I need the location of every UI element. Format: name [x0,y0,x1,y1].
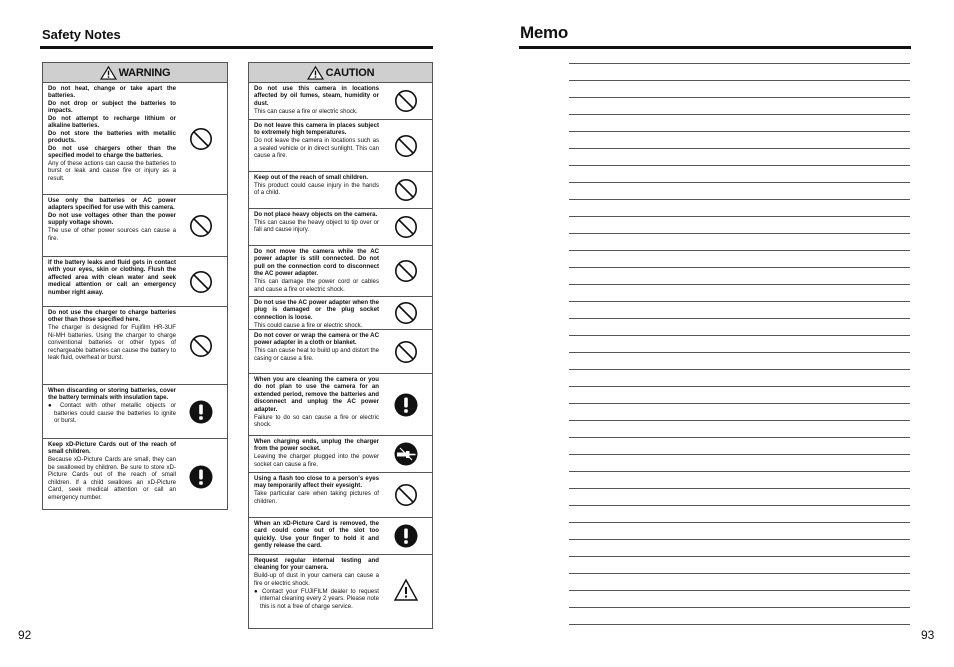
memo-line [569,63,910,64]
item-heading: Do not use this camera in locations affected by oil fumes, steam, humidity or dust. [254,85,379,107]
caution-item-text [254,85,379,115]
memo-line [569,165,910,166]
item-description: Leaving the charger plugged into the power socket can cause a fire. [254,453,379,468]
item-description: This can cause the heavy object to tip over or fall and cause injury. [254,218,379,234]
caution-item [249,297,432,330]
item-heading: Use only the batteries or AC power adapters specified for use with this camera. [48,197,176,212]
caution-item [249,209,432,246]
caution-header-label: CAUTION [325,66,375,79]
item-description: This can damage the power cord or cables and cause a fire or electric shock. [254,278,379,293]
memo-line [569,607,910,608]
warning-header [43,63,227,83]
prohibition-icon [394,483,418,507]
memo-line [569,386,910,387]
warning-header-label: WARNING [118,66,171,79]
item-description: Failure to do so can cause a fire or electric shock. [254,413,379,429]
caution-item-text [254,211,379,234]
prohibition-icon [189,127,213,151]
prohibition-icon [189,270,213,294]
item-heading: Do not use chargers other than the specified model to charge the batteries. [48,144,176,160]
item-heading: When discarding or storing batteries, cover the battery terminals with insulation tape. [48,387,176,402]
item-heading: Do not store the batteries with metallic products. [48,129,176,145]
caution-item [249,555,432,624]
memo-line [569,131,910,132]
prohibition-icon [189,214,213,238]
caution-item [249,246,432,297]
warning-item-text [48,259,176,296]
prohibition-icon [394,301,418,325]
memo-line [569,369,910,370]
prohibition-icon [394,134,418,158]
mandatory-icon [394,524,418,548]
item-heading: Do not heat, change or take apart the batteries. [48,85,176,100]
item-heading: When an xD-Picture Card is removed, the card could come out of the slot too quickly. Use your finger to hold it and gently release the card. [254,520,379,550]
item-heading: Do not attempt to recharge lithium or alkaline batteries. [48,114,176,130]
item-description: ● Contact with other metallic objects or batteries could cause the batteries to ignite or burst. [48,402,176,425]
warning-item [43,439,227,515]
caution-header [249,63,432,83]
memo-line [569,97,910,98]
caution-item-text [254,438,379,468]
prohibition-icon [189,334,213,358]
caution-item-text [254,376,379,429]
memo-line [569,454,910,455]
item-description: This can cause a fire or electric shock. [254,107,358,115]
caution-item [249,83,432,120]
warning-item-text [48,387,176,425]
caution-item-text [254,557,379,610]
mandatory-icon [394,393,418,417]
item-description: Take particular care when taking pictures of children. [254,490,379,505]
memo-line [569,301,910,302]
item-description: Any of these actions can cause the batteries to burst or leak and cause fire or injury as a result. [48,160,176,182]
memo-line [569,284,910,285]
caution-item [249,374,432,436]
item-heading: Keep xD-Picture Cards out of the reach of small children. [48,441,176,456]
warning-item [43,195,227,257]
caution-triangle-icon [394,578,418,602]
memo-line [569,471,910,472]
item-heading: Do not drop or subject the batteries to impacts. [48,99,176,115]
item-heading: When charging ends, unplug the charger from the power socket. [254,438,379,453]
title-rule [519,46,911,49]
page-title: Safety Notes [42,27,121,42]
item-heading: Do not cover or wrap the camera or the AC power adapter in a cloth or blanket. [254,332,379,347]
memo-line [569,403,910,404]
warning-item-text [48,85,176,182]
warning-item-text [48,441,176,501]
warning-item-text [48,197,176,242]
title-rule [40,46,433,49]
warning-item-text [48,309,176,362]
warning-triangle-icon [100,66,117,80]
item-description: ● Contact your FUJIFILM dealer to request internal cleaning every 2 years. Please note this is not a free of charge service. [254,587,379,610]
caution-item [249,172,432,209]
item-heading: Do not leave this camera in places subject to extremely high temperatures. [254,122,379,137]
item-heading: Keep out of the reach of small children. [254,174,369,181]
memo-line [569,250,910,251]
item-description: The use of other power sources can cause a fire. [48,227,176,242]
item-description: This could cause a fire or electric shock. [254,321,363,329]
caution-item-text [254,475,379,505]
item-heading: Do not place heavy objects on the camera. [254,211,378,218]
item-heading: If the battery leaks and fluid gets in contact with your eyes, skin or clothing. Flush the affected area with clean water and seek medical attention or call an emergency number right away. [48,259,176,296]
memo-line [569,318,910,319]
memo-line [569,488,910,489]
memo-line [569,114,910,115]
warning-item [43,257,227,307]
warning-item [43,307,227,385]
memo-title: Memo [520,23,568,42]
caution-item-text [254,174,379,197]
memo-line [569,573,910,574]
warning-item [43,385,227,439]
unplug-icon [394,442,418,466]
caution-item [249,330,432,374]
memo-line [569,539,910,540]
item-description: Because xD-Picture Cards are small, they can be swallowed by children. Be sure to store xD-Picture Cards out of the reach of small children. If a child swallows an xD-Picture Card, seek medical attention or call an emergency number. [48,456,176,501]
item-description: The charger is designed for Fujifilm HR-3UF Ni-MH batteries. Using the charger to charge conventional batteries or other types of rechargeable batteries can cause the battery to leak fluid, overheat or burst. [48,324,176,362]
memo-line [569,233,910,234]
mandatory-icon [189,400,213,424]
caution-item-text [254,332,379,362]
memo-line [569,335,910,336]
item-description: Build-up of dust in your camera can cause a fire or electric shock. [254,572,379,587]
item-heading: Do not use the charger to charge batteries other than those specified here. [48,309,176,324]
caution-item-text [254,520,379,550]
memo-line [569,182,910,183]
caution-column [248,62,433,629]
memo-line [569,199,910,200]
memo-line [569,148,910,149]
item-heading: Do not use the AC power adapter when the plug is damaged or the plug socket connection is loose. [254,299,379,321]
caution-triangle-icon [307,66,324,80]
item-heading: When you are cleaning the camera or you do not plan to use the camera for an extended period, remove the batteries and disconnect and unplug the AC power adapter. [254,376,379,413]
page-number-left: 92 [18,628,32,642]
warning-column [42,62,228,510]
memo-line [569,267,910,268]
item-heading: Using a flash too close to a person's eyes may temporarily affect their eyesight. [254,475,379,490]
item-description: Do not leave the camera in locations such as a sealed vehicle or in direct sunlight. This can cause a fire. [254,137,379,160]
caution-item-text [254,299,379,329]
memo-line [569,420,910,421]
memo-line [569,505,910,506]
warning-item [43,83,227,195]
item-description: This product could cause injury in the hands of a child. [254,181,379,197]
item-heading: Do not use voltages other than the power supply voltage shown. [48,211,176,227]
memo-line [569,624,910,625]
caution-item-text [254,248,379,293]
prohibition-icon [394,259,418,283]
memo-line [569,556,910,557]
prohibition-icon [394,178,418,202]
memo-line [569,437,910,438]
memo-line [569,522,910,523]
item-heading: Request regular internal testing and cleaning for your camera. [254,557,379,572]
page-number-right: 93 [921,628,935,642]
item-description: This can cause heat to build up and distort the casing or cause a fire. [254,347,379,362]
caution-item [249,473,432,518]
caution-item [249,120,432,172]
prohibition-icon [394,340,418,364]
caution-item [249,436,432,473]
memo-line [569,216,910,217]
caution-list [249,83,432,624]
warning-list [43,83,227,515]
memo-line [569,80,910,81]
item-heading: Do not move the camera while the AC power adapter is still connected. Do not pull on the connection cord to disconnect the AC power adapter. [254,248,379,278]
caution-item [249,518,432,555]
memo-line [569,352,910,353]
mandatory-icon [189,465,213,489]
prohibition-icon [394,89,418,113]
prohibition-icon [394,215,418,239]
memo-line [569,590,910,591]
caution-item-text [254,122,379,160]
